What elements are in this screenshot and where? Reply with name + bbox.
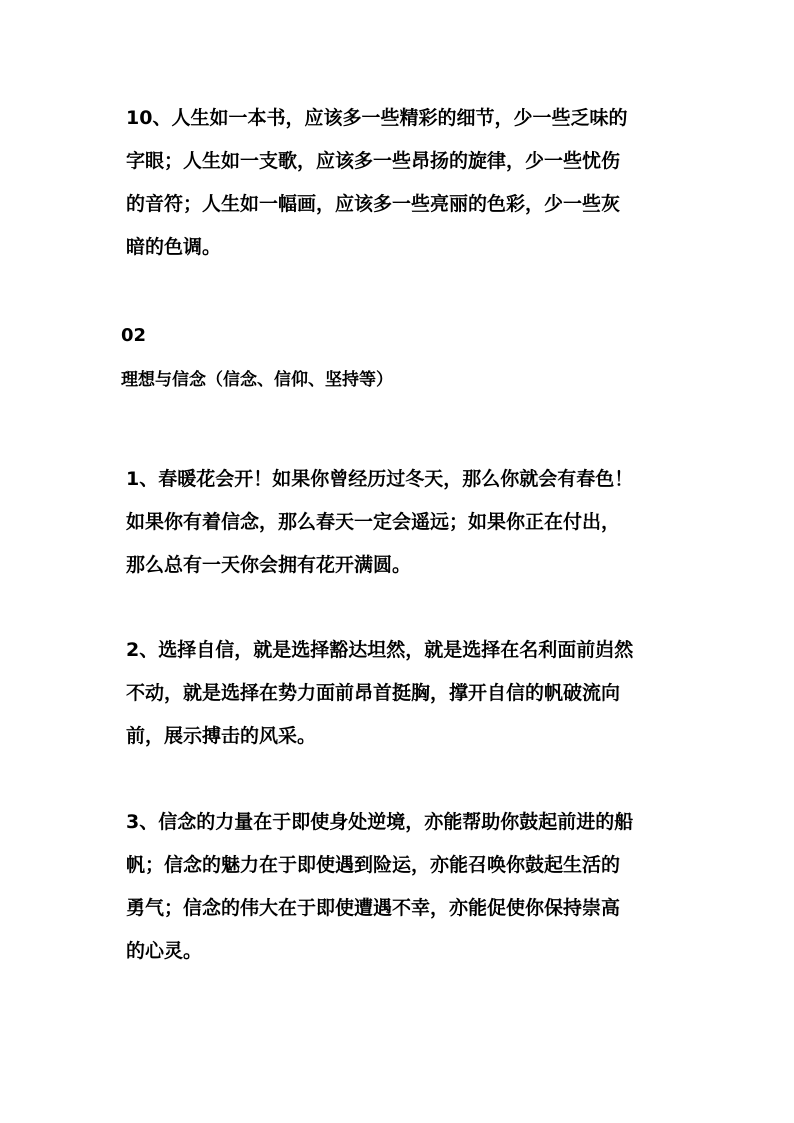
section-number: 02 bbox=[121, 325, 147, 346]
text-line: 的心灵。 bbox=[126, 940, 203, 962]
text-line: 暗的色调。 bbox=[126, 236, 222, 258]
text-line: 不动，就是选择在势力面前昂首挺胸，撑开自信的帆破流向 bbox=[126, 682, 621, 704]
text-line: 那么总有一天你会拥有花开满圆。 bbox=[126, 554, 412, 576]
list-item-3 bbox=[126, 801, 686, 973]
text-line: 帆；信念的魅力在于即使遇到险运，亦能召唤你鼓起生活的 bbox=[126, 854, 621, 876]
text-line: 如果你有着信念，那么春天一定会遥远；如果你正在付出， bbox=[126, 511, 621, 533]
text-line: 1、春暖花会开！如果你曾经历过冬天，那么你就会有春色！ bbox=[126, 468, 634, 490]
text-line: 10、人生如一本书，应该多一些精彩的细节，少一些乏味的 bbox=[126, 107, 628, 129]
paragraph-10 bbox=[126, 97, 686, 269]
list-item-2 bbox=[126, 629, 686, 758]
text-line: 勇气；信念的伟大在于即使遭遇不幸，亦能促使你保持崇高 bbox=[126, 897, 621, 919]
text-line: 的音符；人生如一幅画，应该多一些亮丽的色彩，少一些灰 bbox=[126, 193, 621, 215]
list-item-1 bbox=[126, 458, 686, 587]
text-line: 2、选择自信，就是选择豁达坦然，就是选择在名利面前岿然 bbox=[126, 639, 634, 661]
section-title: 理想与信念（信念、信仰、坚持等） bbox=[121, 370, 393, 390]
text-line: 前，展示搏击的风采。 bbox=[126, 725, 317, 747]
text-line: 3、信念的力量在于即使身处逆境，亦能帮助你鼓起前进的船 bbox=[126, 811, 634, 833]
text-line: 字眼；人生如一支歌，应该多一些昂扬的旋律，少一些忧伤 bbox=[126, 150, 621, 172]
